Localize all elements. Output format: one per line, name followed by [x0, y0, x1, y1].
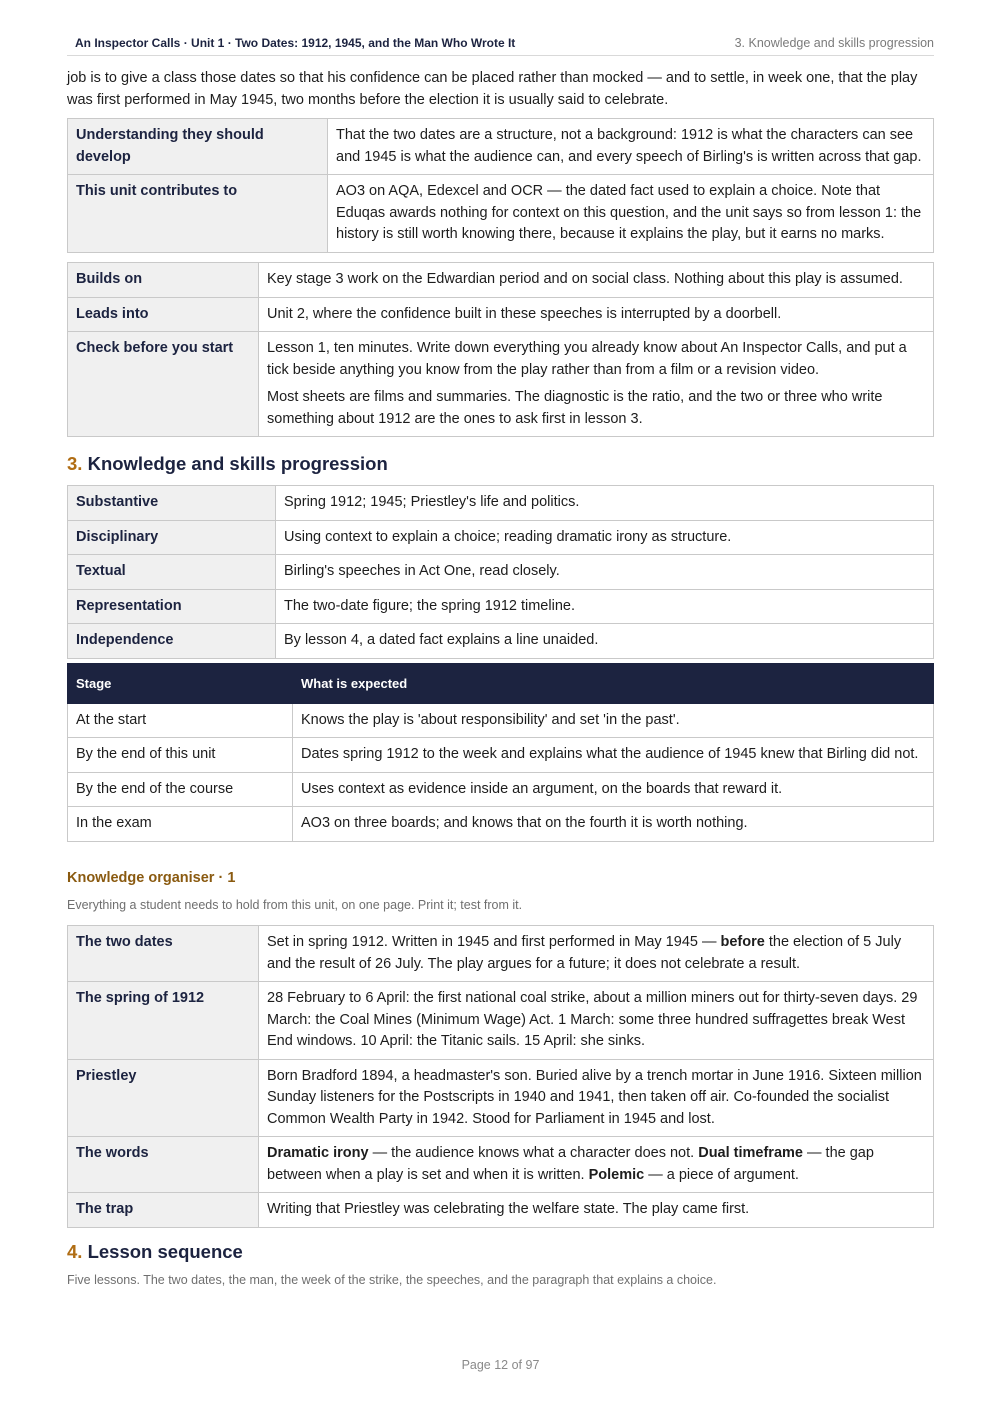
- row-value: [259, 926, 934, 982]
- definition: — the audience knows what a character does not.: [368, 1145, 699, 1161]
- term: Dual timeframe: [698, 1145, 803, 1161]
- row-value: AO3 on AQA, Edexcel and OCR — the dated fact used to explain a choice. Note that Eduqas awards nothing for context on this question, and the unit says so from lesson 1: the history is still worth knowing there, because it explains the play, but it earns no marks.: [328, 175, 934, 253]
- row-key: Leads into: [68, 297, 259, 332]
- check-paragraph-1: Lesson 1, ten minutes. Write down everything you already know about An Inspector Calls, and put a tick beside anything you know from the play rather than from a film or a revision video.: [267, 340, 907, 378]
- table-row: [68, 772, 934, 807]
- row-key: Representation: [68, 589, 276, 624]
- emphasis-text: before: [720, 934, 765, 950]
- row-value: Unit 2, where the confidence built in these speeches is interrupted by a doorbell.: [259, 297, 934, 332]
- row-value: Writing that Priestley was celebrating the welfare state. The play came first.: [259, 1193, 934, 1228]
- table-row: [68, 1059, 934, 1137]
- expected-cell: AO3 on three boards; and knows that on the fourth it is worth nothing.: [293, 807, 934, 842]
- knowledge-organiser-caption: Everything a student needs to hold from this unit, on one page. Print it; test from it.: [67, 898, 523, 912]
- table-row: [68, 738, 934, 773]
- row-value: Using context to explain a choice; reading dramatic irony as structure.: [276, 520, 934, 555]
- knowledge-organiser-title: Knowledge organiser · 1: [67, 870, 236, 886]
- intro-paragraph: job is to give a class those dates so that his confidence can be placed rather than mocked — and to settle, in week one, that the play was first performed in May 1945, two months before the election it is usually said to celebrate.: [67, 70, 918, 108]
- expected-cell: Dates spring 1912 to the week and explains what the audience of 1945 knew that Birling did not.: [293, 738, 934, 773]
- row-key: The spring of 1912: [68, 982, 259, 1060]
- column-header-stage: Stage: [68, 664, 293, 704]
- table-row: [68, 555, 934, 590]
- text-run: Set in spring 1912. Written in 1945 and first performed in May 1945 —: [267, 934, 721, 950]
- table-row: [68, 332, 934, 437]
- row-value: Key stage 3 work on the Edwardian period and on social class. Nothing about this play is assumed.: [259, 263, 934, 298]
- table-row: [68, 926, 934, 982]
- row-key: Builds on: [68, 263, 259, 298]
- stage-cell: By the end of this unit: [68, 738, 293, 773]
- row-value: 28 February to 6 April: the first national coal strike, about a million miners out for thirty-seven days. 29 March: the Coal Mines (Minimum Wage) Act. 1 March: some three hundred suffragettes break West End windows. 10 April: the Titanic sails. 15 April: she sinks.: [259, 982, 934, 1060]
- header-unit-title: An Inspector Calls · Unit 1 · Two Dates: 1912, 1945, and the Man Who Wrote It: [75, 36, 516, 50]
- table-row: [68, 703, 934, 738]
- row-key: This unit contributes to: [68, 175, 328, 253]
- row-key: Disciplinary: [68, 520, 276, 555]
- aims-table: [67, 118, 934, 253]
- table-row: [68, 982, 934, 1060]
- page-number: Page 12 of 97: [461, 1358, 540, 1372]
- row-value: Birling's speeches in Act One, read closely.: [276, 555, 934, 590]
- row-key: Understanding they should develop: [68, 119, 328, 175]
- definition: — a piece of argument.: [644, 1166, 799, 1183]
- running-header: [67, 36, 934, 56]
- table-row: [68, 520, 934, 555]
- knowledge-organiser-table: [67, 925, 934, 1228]
- row-value: That the two dates are a structure, not a background: 1912 is what the characters can see and 1945 is what the audience can, and every speech of Birling's is written across that gap.: [328, 119, 934, 175]
- section-4-heading: [67, 1241, 243, 1263]
- section-title: Lesson sequence: [87, 1241, 243, 1262]
- table-row: [68, 807, 934, 842]
- table-row: [68, 1193, 934, 1228]
- row-value: [259, 332, 934, 437]
- check-paragraph-2: Most sheets are films and summaries. The diagnostic is the ratio, and the two or three who write something about 1912 are the ones to ask first in lesson 3.: [267, 389, 883, 427]
- document-page: [67, 0, 934, 1416]
- term: Polemic: [588, 1166, 645, 1183]
- row-value: Born Bradford 1894, a headmaster's son. Buried alive by a trench mortar in June 1916. Sixteen million Sunday listeners for the Postscripts in 1940 and 1941, then taken off air. Co-founded the socialist Common Wealth Party in 1942. Stood for Parliament in 1945 and lost.: [259, 1059, 934, 1137]
- section-number: 3.: [67, 453, 83, 474]
- table-row: [68, 263, 934, 298]
- row-value: [259, 1137, 934, 1193]
- knowledge-table: [67, 485, 934, 659]
- row-value: Spring 1912; 1945; Priestley's life and politics.: [276, 486, 934, 521]
- stage-cell: In the exam: [68, 807, 293, 842]
- row-key: The two dates: [68, 926, 259, 982]
- row-key: The trap: [68, 1193, 259, 1228]
- text-run: the election of 5 July and the result of 26 July. The play argues for a future; it does not celebrate a result.: [267, 934, 902, 972]
- section-3-heading: [67, 453, 388, 475]
- header-section-title: 3. Knowledge and skills progression: [734, 36, 934, 50]
- column-header-expected: What is expected: [293, 664, 934, 704]
- section-4-caption: Five lessons. The two dates, the man, the week of the strike, the speeches, and the paragraph that explains a choice.: [67, 1273, 717, 1287]
- table-row: [68, 119, 934, 175]
- row-key: Priestley: [68, 1059, 259, 1137]
- row-value: The two-date figure; the spring 1912 timeline.: [276, 589, 934, 624]
- row-value: By lesson 4, a dated fact explains a line unaided.: [276, 624, 934, 659]
- row-key: Check before you start: [68, 332, 259, 437]
- row-key: Independence: [68, 624, 276, 659]
- section-number: 4.: [67, 1241, 83, 1262]
- stages-table: [67, 663, 934, 842]
- section-title: Knowledge and skills progression: [87, 453, 388, 474]
- table-row: [68, 175, 934, 253]
- stage-cell: At the start: [68, 703, 293, 738]
- row-key: Textual: [68, 555, 276, 590]
- table-row: [68, 1137, 934, 1193]
- row-key: The words: [68, 1137, 259, 1193]
- table-row: [68, 589, 934, 624]
- term: Dramatic irony: [267, 1145, 369, 1161]
- expected-cell: Knows the play is 'about responsibility' and set 'in the past'.: [293, 703, 934, 738]
- table-header-row: [68, 664, 934, 704]
- row-key: Substantive: [68, 486, 276, 521]
- table-row: [68, 486, 934, 521]
- stage-cell: By the end of the course: [68, 772, 293, 807]
- links-table: [67, 262, 934, 437]
- table-row: [68, 297, 934, 332]
- expected-cell: Uses context as evidence inside an argument, on the boards that reward it.: [293, 772, 934, 807]
- definition: — the gap between when a play is set and when it is written.: [267, 1145, 874, 1183]
- table-row: [68, 624, 934, 659]
